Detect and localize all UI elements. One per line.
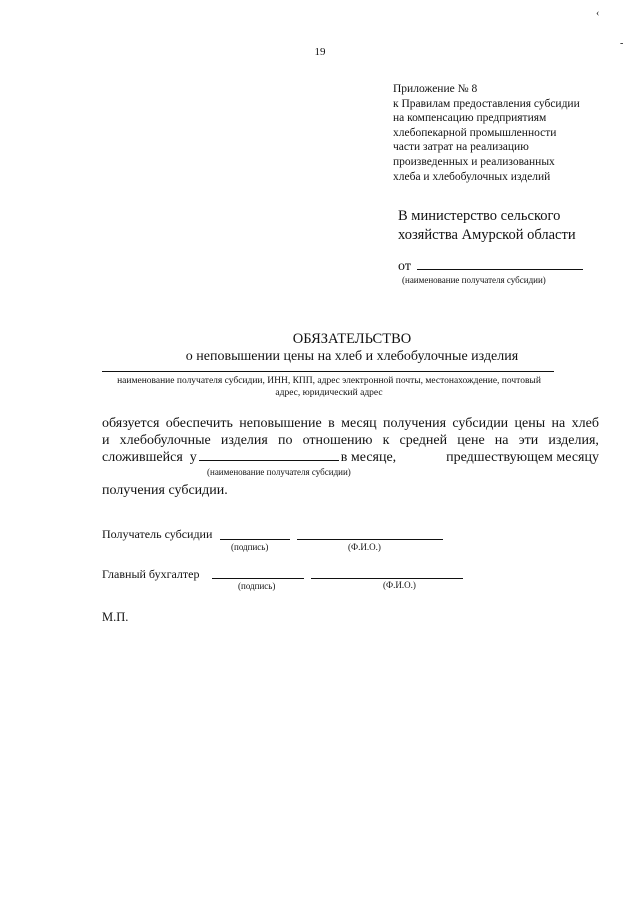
body-line (102, 415, 599, 432)
body-word: на (494, 433, 509, 448)
appendix-line: произведенных и реализованных (393, 155, 555, 168)
seal-mark: М.П. (102, 610, 129, 624)
appendix-line: Приложение № 8 (393, 83, 478, 95)
from-blank-field[interactable] (417, 257, 583, 270)
body-word: по (277, 433, 293, 448)
body-line (102, 449, 599, 466)
recipient-blank-field[interactable] (102, 371, 554, 372)
from-caption: (наименование получателя субсидии) (402, 275, 546, 285)
body-line (102, 432, 599, 449)
body-word: обеспечить (165, 416, 233, 431)
body-word: обязуется (102, 416, 160, 431)
body-word: на (551, 416, 566, 431)
recipient-signature-label: Получатель субсидии (102, 527, 213, 541)
body-word: изделия, (548, 433, 599, 448)
addressee-line: В министерство сельского (398, 208, 561, 224)
body-word: к (382, 433, 390, 448)
body-last-line: получения субсидии. (102, 483, 228, 498)
appendix-line: к Правилам предоставления субсидии (393, 97, 580, 110)
body-word: средней (399, 433, 448, 448)
body-word: субсидии (452, 416, 509, 431)
body-word: отношению (302, 433, 373, 448)
recipient-name-caption: (Ф.И.О.) (348, 542, 381, 552)
supplier-caption: (наименование получателя субсидии) (207, 467, 351, 477)
corner-mark: - (620, 38, 624, 49)
appendix-line: части затрат на реализацию (393, 141, 529, 154)
body-word: и (102, 433, 110, 448)
accountant-name-caption: (Ф.И.О.) (383, 580, 416, 590)
recipient-name-field[interactable] (297, 539, 443, 540)
addressee-block (398, 207, 576, 245)
recipient-caption-line: адрес, юридический адрес (275, 388, 383, 398)
body-word: неповышение (239, 416, 322, 431)
accountant-signature-label: Главный бухгалтер (102, 567, 200, 581)
recipient-sign-caption: (подпись) (231, 542, 269, 552)
body-word: месяц (341, 416, 377, 431)
recipient-caption (100, 375, 558, 399)
appendix-line: хлебопекарной промышленности (393, 126, 557, 139)
body-word: в (328, 416, 335, 431)
addressee-line: хозяйства Амурской области (398, 227, 576, 243)
body-word: цене (457, 433, 485, 448)
from-label: от (398, 259, 411, 274)
body-word: изделия (220, 433, 268, 448)
body-word: хлебобулочные (119, 433, 211, 448)
accountant-name-field[interactable] (311, 578, 463, 579)
document-title: ОБЯЗАТЕЛЬСТВО (292, 331, 412, 347)
appendix-line: хлеба и хлебобулочных изделий (393, 170, 551, 183)
appendix-line: на компенсацию предприятиям (393, 112, 547, 125)
supplier-blank-field[interactable] (199, 449, 339, 461)
document-subtitle: о неповышении цены на хлеб и хлебобулочные изделия (185, 349, 519, 364)
body-word: получения (383, 416, 447, 431)
from-line (398, 257, 583, 275)
page-number: 19 (314, 46, 326, 58)
body-text-segment: предшествующем месяцу (446, 450, 599, 465)
body-word: хлеб (571, 416, 599, 431)
accountant-signature-field[interactable] (212, 578, 304, 579)
accountant-sign-caption: (подпись) (238, 581, 276, 591)
body-text-segment: сложившейся у в месяце, (102, 450, 397, 465)
appendix-block (393, 82, 633, 184)
corner-mark: ‹ (596, 8, 600, 19)
body-word: эти (518, 433, 539, 448)
body-word: цены (514, 416, 546, 431)
body-paragraph (102, 415, 599, 466)
recipient-caption-line: наименование получателя субсидии, ИНН, КПП, адрес электронной почты, местонахождение, почтовый (117, 376, 541, 386)
recipient-signature-field[interactable] (220, 539, 290, 540)
